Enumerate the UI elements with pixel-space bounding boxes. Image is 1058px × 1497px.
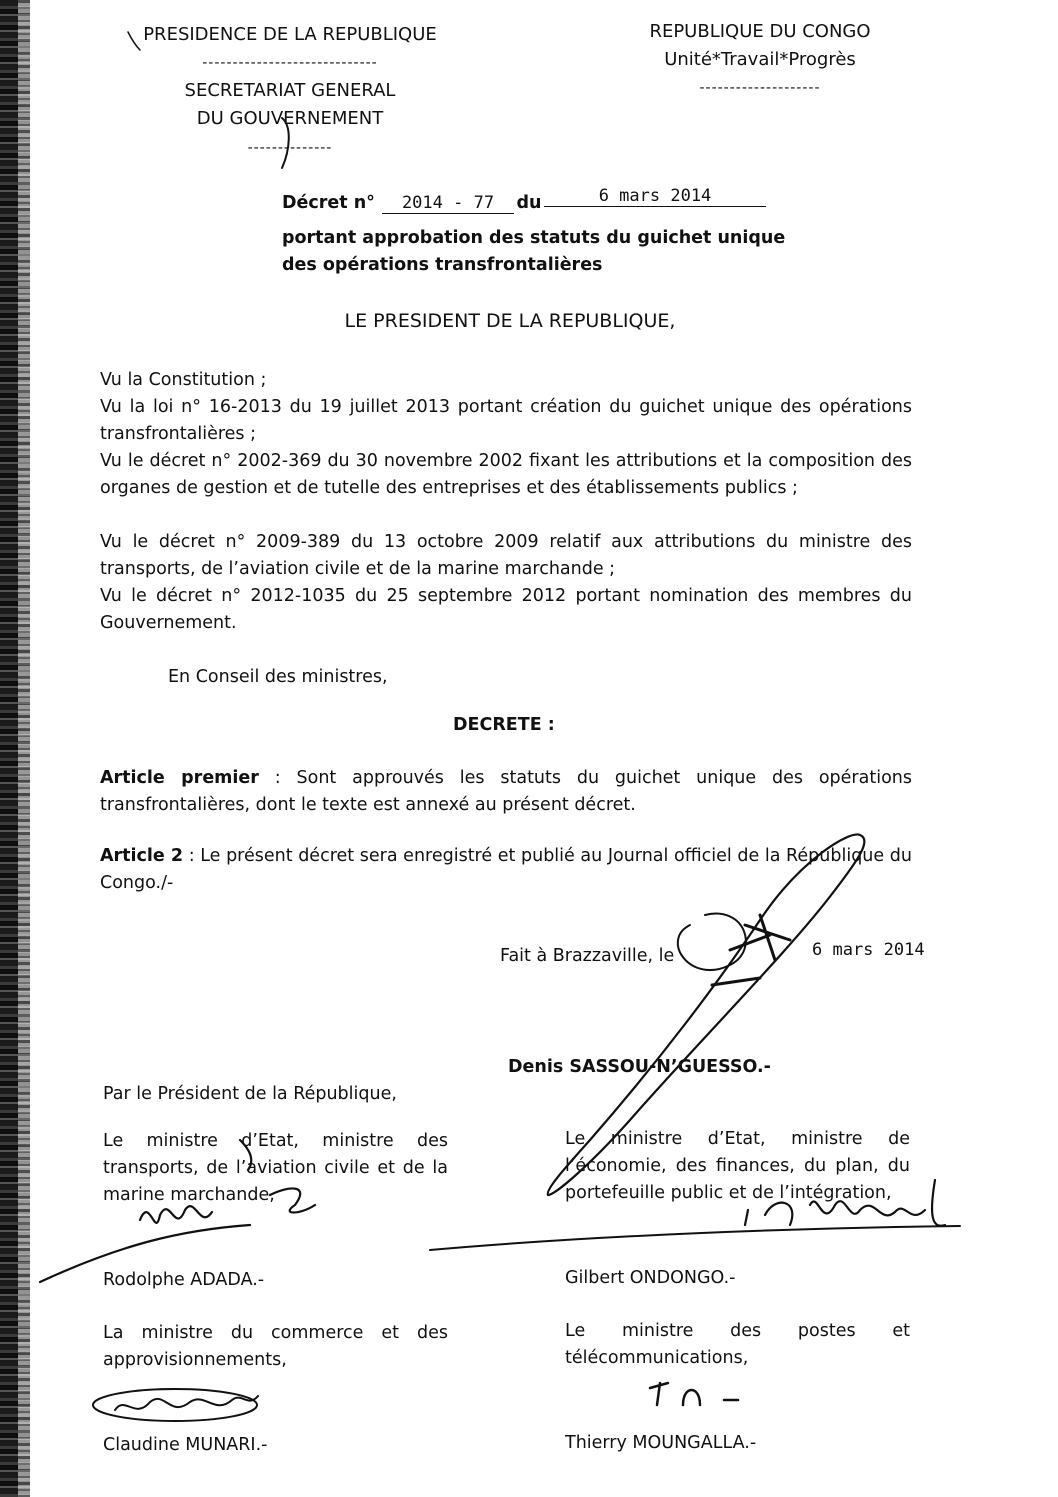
minister-commerce-signature bbox=[115, 1396, 258, 1410]
header-right-divider: -------------------- bbox=[699, 80, 821, 96]
minister-commerce-signature-loop bbox=[93, 1389, 257, 1421]
header-left-subtitle: SECRETARIAT GENERAL bbox=[184, 80, 396, 101]
minister-economy-name: Gilbert ONDONGO.- bbox=[565, 1268, 736, 1288]
decree-subject-1: portant approbation des statuts du guichet unique bbox=[282, 228, 786, 248]
minister-transports-title: Le ministre d’Etat, ministre des transports, de l’aviation civile et de la marine marchande, bbox=[103, 1131, 448, 1205]
minister-postes-signature bbox=[650, 1383, 738, 1405]
president-signature-scribble bbox=[712, 915, 790, 985]
header-left-divider-2: -------------- bbox=[247, 140, 333, 156]
header-left-subtitle-2: DU GOUVERNEMENT bbox=[196, 108, 384, 129]
minister-postes-title: Le ministre des postes et télécommunications, bbox=[565, 1321, 910, 1368]
minister-economy-title: Le ministre d’Etat, ministre de l’économie, des finances, du plan, du portefeuille public et de l’intégration, bbox=[565, 1129, 910, 1203]
article-premier-text: : Sont approuvés les statuts du guichet unique des opérations transfrontalières, dont le texte est annexé au présent décret. bbox=[100, 768, 912, 815]
article-2-text: : Le présent décret sera enregistré et publié au Journal officiel de la République du Congo./- bbox=[100, 846, 912, 893]
visa-decree-2009: Vu le décret n° 2009-389 du 13 octobre 2009 relatif aux attributions du ministre des transports, de l’aviation civile et de la marine marchande ; bbox=[100, 532, 912, 579]
visa-decree-2002: Vu le décret n° 2002-369 du 30 novembre 2002 fixant les attributions et la composition des organes de gestion et de tutelle des entreprises et des établissements publics ; bbox=[100, 451, 912, 498]
header-right-motto: Unité*Travail*Progrès bbox=[664, 49, 856, 70]
visa-constitution: Vu la Constitution ; bbox=[100, 370, 267, 390]
minister-commerce-name: Claudine MUNARI.- bbox=[103, 1435, 268, 1455]
decree-label: Décret n° bbox=[282, 193, 375, 213]
article-premier-label: Article premier bbox=[100, 768, 259, 788]
president-name: Denis SASSOU-N’GUESSO.- bbox=[508, 1057, 771, 1077]
visa-decree-2012: Vu le décret n° 2012-1035 du 25 septembre 2012 portant nomination des membres du Gouvernement. bbox=[100, 586, 912, 633]
header-right-title: REPUBLIQUE DU CONGO bbox=[649, 21, 871, 42]
header-left-title: PRESIDENCE DE LA REPUBLIQUE bbox=[143, 24, 437, 45]
minister-transports-signature bbox=[40, 1140, 315, 1282]
minister-transports-name: Rodolphe ADADA.- bbox=[103, 1270, 265, 1290]
minister-postes-name: Thierry MOUNGALLA.- bbox=[565, 1433, 757, 1453]
visa-law: Vu la loi n° 16-2013 du 19 juillet 2013 portant création du guichet unique des opérations transfrontalières ; bbox=[100, 397, 912, 444]
president-signature-loop bbox=[678, 914, 746, 970]
minister-commerce-title: La ministre du commerce et des approvisionnements, bbox=[103, 1323, 448, 1370]
header-pen-mark bbox=[282, 118, 289, 168]
signing-place: Fait à Brazzaville, le bbox=[500, 946, 675, 966]
decree-number: 2014 - 77 bbox=[382, 193, 514, 214]
decree-date: 6 mars 2014 bbox=[544, 186, 766, 207]
president-signature-underline bbox=[430, 1226, 960, 1250]
minister-economy-signature bbox=[745, 1180, 945, 1226]
issuer-heading: LE PRESIDENT DE LA REPUBLIQUE, bbox=[344, 310, 676, 332]
signing-date: 6 mars 2014 bbox=[812, 940, 925, 960]
decrete-heading: DECRETE : bbox=[453, 715, 555, 735]
president-signature bbox=[548, 834, 865, 1195]
decree-subject-2: des opérations transfrontalières bbox=[282, 255, 603, 275]
council-line: En Conseil des ministres, bbox=[168, 667, 388, 687]
header-left-divider: ----------------------------- bbox=[202, 55, 378, 71]
decree-du: du bbox=[516, 193, 542, 213]
article-2-label: Article 2 bbox=[100, 846, 184, 866]
by-president: Par le Président de la République, bbox=[103, 1084, 397, 1104]
header-pen-mark-2 bbox=[128, 32, 140, 50]
